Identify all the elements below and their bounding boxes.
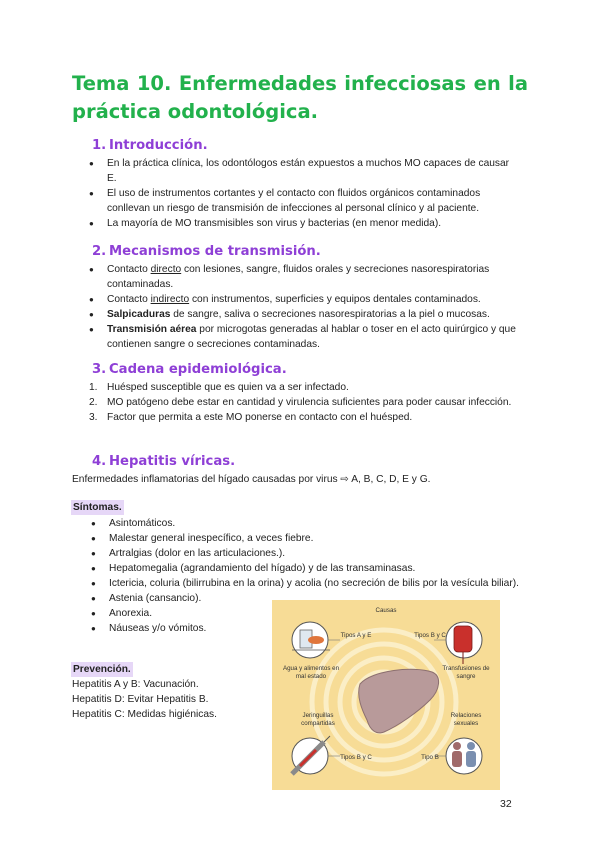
list-item: ● Ictericia, coluria (bilirrubina en la orina) y acolia (no secreción de bilis por la vesícula biliar).: [91, 576, 521, 591]
label-type-b: Tipo B: [421, 754, 439, 761]
list-item: ● Hepatomegalia (agrandamiento del hígado) y de las transaminasas.: [91, 561, 521, 576]
list-item: ● Salpicaduras de sangre, saliva o secreciones nasorespiratorias a la piel o mucosas.: [89, 307, 519, 322]
list-item: 1. Huésped susceptible que es quien va a ser infectado.: [89, 382, 349, 393]
prevention-item: Hepatitis A y B: Vacunación.: [72, 679, 199, 690]
prevention-list: [72, 677, 272, 722]
list-item: ● El uso de instrumentos cortantes y el contacto con fluidos orgánicos contaminados conllevan un riesgo de transmisión de infecciones al personal clínico y al paciente.: [89, 186, 519, 216]
hepatitis-causes-figure: [272, 600, 500, 790]
list-item: ● Transmisión aérea por microgotas generadas al hablar o toser en el acto quirúrgico y que contienen sangre o secreciones contaminadas.: [89, 322, 519, 352]
couple-icon: [446, 738, 482, 774]
section-2-list: [89, 262, 519, 352]
list-item: ● Artralgias (dolor en las articulaciones.).: [91, 546, 521, 561]
food-water-icon: [292, 622, 330, 658]
list-item: ● Astenia (cansancio).: [91, 591, 521, 606]
label-types-b-c-bottom: Tipos B y C: [340, 754, 372, 761]
section-4-heading: 4. Hepatitis víricas.: [92, 454, 236, 469]
figure-title: Causas: [375, 607, 397, 614]
prevention-item: Hepatitis C: Medidas higiénicas.: [72, 709, 217, 720]
section-3-heading: 3. Cadena epidemiológica.: [92, 362, 287, 377]
label-syringe: Jeringuillas compartidas: [301, 712, 335, 727]
label-water-food: Agua y alimentos en mal estado: [282, 665, 340, 680]
section-1-heading: 1. Introducción.: [92, 138, 208, 153]
section-2-heading: 2. Mecanismos de transmisión.: [92, 244, 321, 259]
list-item: ● Náuseas y/o vómitos.: [91, 621, 521, 636]
list-item: 3. Factor que permita a este MO ponerse en contacto con el huésped.: [89, 412, 413, 423]
list-item: ● Contacto indirecto con instrumentos, superficies y equipos dentales contaminados.: [89, 292, 519, 307]
liver-icon: [359, 669, 439, 733]
section-3-list: [89, 380, 519, 425]
prevention-label: Prevención.: [73, 664, 131, 675]
section-1-list: [89, 156, 519, 231]
page-title: Tema 10. Enfermedades infecciosas en la práctica odontológica.: [72, 72, 528, 123]
blood-bag-icon: [446, 622, 482, 664]
syringe-icon: [292, 736, 330, 774]
list-item: ● Asintomáticos.: [91, 516, 521, 531]
symptoms-label: Síntomas.: [73, 502, 122, 513]
page-number: 32: [500, 798, 512, 810]
figure-illustration: [272, 600, 500, 790]
label-sexual: Relaciones sexuales: [450, 712, 482, 727]
list-item: ● En la práctica clínica, los odontólogos están expuestos a muchos MO capaces de causar E.: [89, 156, 519, 186]
list-item: ● Malestar general inespecífico, a veces fiebre.: [91, 531, 521, 546]
section-4-intro: Enfermedades inflamatorias del hígado causadas por virus ⇨ A, B, C, D, E y G.: [72, 474, 431, 485]
list-item: ● Anorexia.: [91, 606, 521, 621]
label-transfusion: Transfusiones de sangre: [442, 665, 490, 680]
prevention-item: Hepatitis D: Evitar Hepatitis B.: [72, 694, 209, 705]
label-types-b-c-top: Tipos B y C: [414, 632, 446, 639]
list-item: ● La mayoría de MO transmisibles son virus y bacterias (en menor medida).: [89, 216, 519, 231]
label-types-a-e: Tipos A y E: [340, 632, 372, 639]
list-item: 2. MO patógeno debe estar en cantidad y virulencia suficientes para poder causar infección.: [89, 397, 512, 408]
list-item: ● Contacto directo con lesiones, sangre, fluidos orales y secreciones nasorespiratorias contaminadas.: [89, 262, 519, 292]
